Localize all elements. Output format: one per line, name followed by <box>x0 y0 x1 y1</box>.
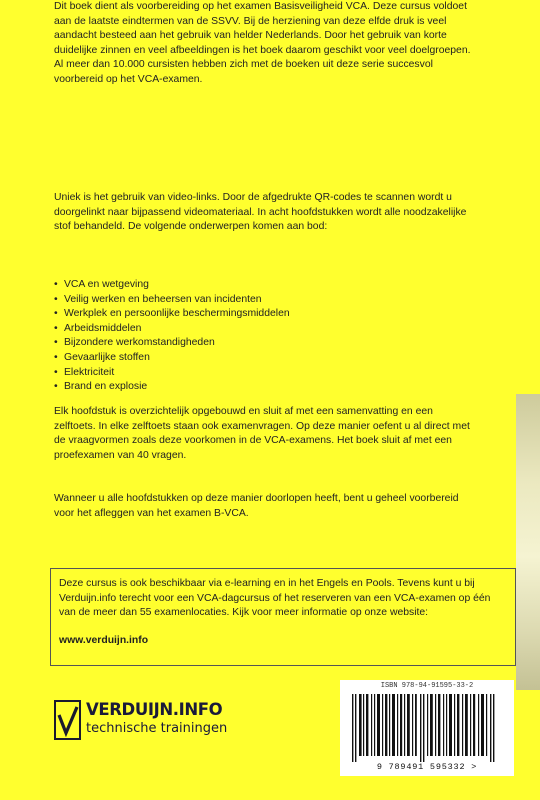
unique-text: Uniek is het gebruik van video-links. Door de afgedrukte QR-codes te scannen wordt u doorgelinkt naar bijpassend videomateriaal. In acht hoofdstukken wordt alle noodzakelijke stof behandeld. De volgende onderwerpen komen aan bod: <box>54 192 467 233</box>
list-item: • Gevaarlijke stoffen <box>54 351 474 366</box>
intro-text: Dit boek dient als voorbereiding op het examen Basisveiligheid VCA. Deze cursus voldoet aan de laatste eindtermen van de SSVV. Bij de herziening van deze elfde druk is veel aandacht besteed aan het gebruik van helder Nederlands. Door het gebruik van korte duidelijke zinnen en veel afbeeldingen is het boek daarom geschikt voor veel doelgroepen. Al meer dan 10.000 cursisten hebben zich met de boeken uit deze serie succesvol voorbereid op het VCA-examen. <box>54 1 471 85</box>
logo-tagline: technische trainingen <box>86 721 228 736</box>
unique-paragraph <box>54 191 474 235</box>
list-item: • Veilig werken en beheersen van incidenten <box>54 293 474 308</box>
checkmark-box-icon <box>54 700 81 740</box>
barcode-digits: 9 789491 595332 > <box>376 762 478 772</box>
closing-paragraph <box>54 492 474 521</box>
barcode <box>340 680 514 776</box>
cover-edge-strip <box>516 394 540 690</box>
publisher-logo <box>54 697 234 747</box>
logo-name: VERDUIJN.INFO <box>86 700 223 719</box>
info-box <box>50 568 516 666</box>
list-item: • Brand en explosie <box>54 380 474 395</box>
closing-text: Wanneer u alle hoofdstukken op deze manier doorlopen heeft, bent u geheel voorbereid voor het afleggen van het examen B-VCA. <box>54 493 459 519</box>
topics-list <box>54 278 474 395</box>
structure-text: Elk hoofdstuk is overzichtelijk opgebouwd en sluit af met een samenvatting en een zelftoets. In elke zelftoets staan ook examenvragen. Op deze manier oefent u al direct met de vraagvormen zoals deze voorkomen in de VCA-examens. Het boek sluit af met een proefexamen van 40 vragen. <box>54 406 470 461</box>
isbn-label: ISBN 978-94-91595-33-2 <box>380 682 474 690</box>
list-item: • VCA en wetgeving <box>54 278 474 293</box>
list-item: • Arbeidsmiddelen <box>54 322 474 337</box>
website-link[interactable]: www.verduijn.info <box>59 634 149 646</box>
info-text: Deze cursus is ook beschikbaar via e-learning en in het Engels en Pools. Tevens kunt u bij Verduijn.info terecht voor een VCA-dagcursus of het reserveren van een VCA-examen op één van de meer dan 55 examenlocaties. Kijk voor meer informatie op onze website: <box>59 578 491 619</box>
list-item: • Bijzondere werkomstandigheden <box>54 336 474 351</box>
intro-paragraph <box>54 0 474 88</box>
list-item: • Elektriciteit <box>54 366 474 381</box>
structure-paragraph <box>54 405 474 463</box>
list-item: • Werkplek en persoonlijke beschermingsmiddelen <box>54 307 474 322</box>
barcode-bars <box>352 694 502 762</box>
